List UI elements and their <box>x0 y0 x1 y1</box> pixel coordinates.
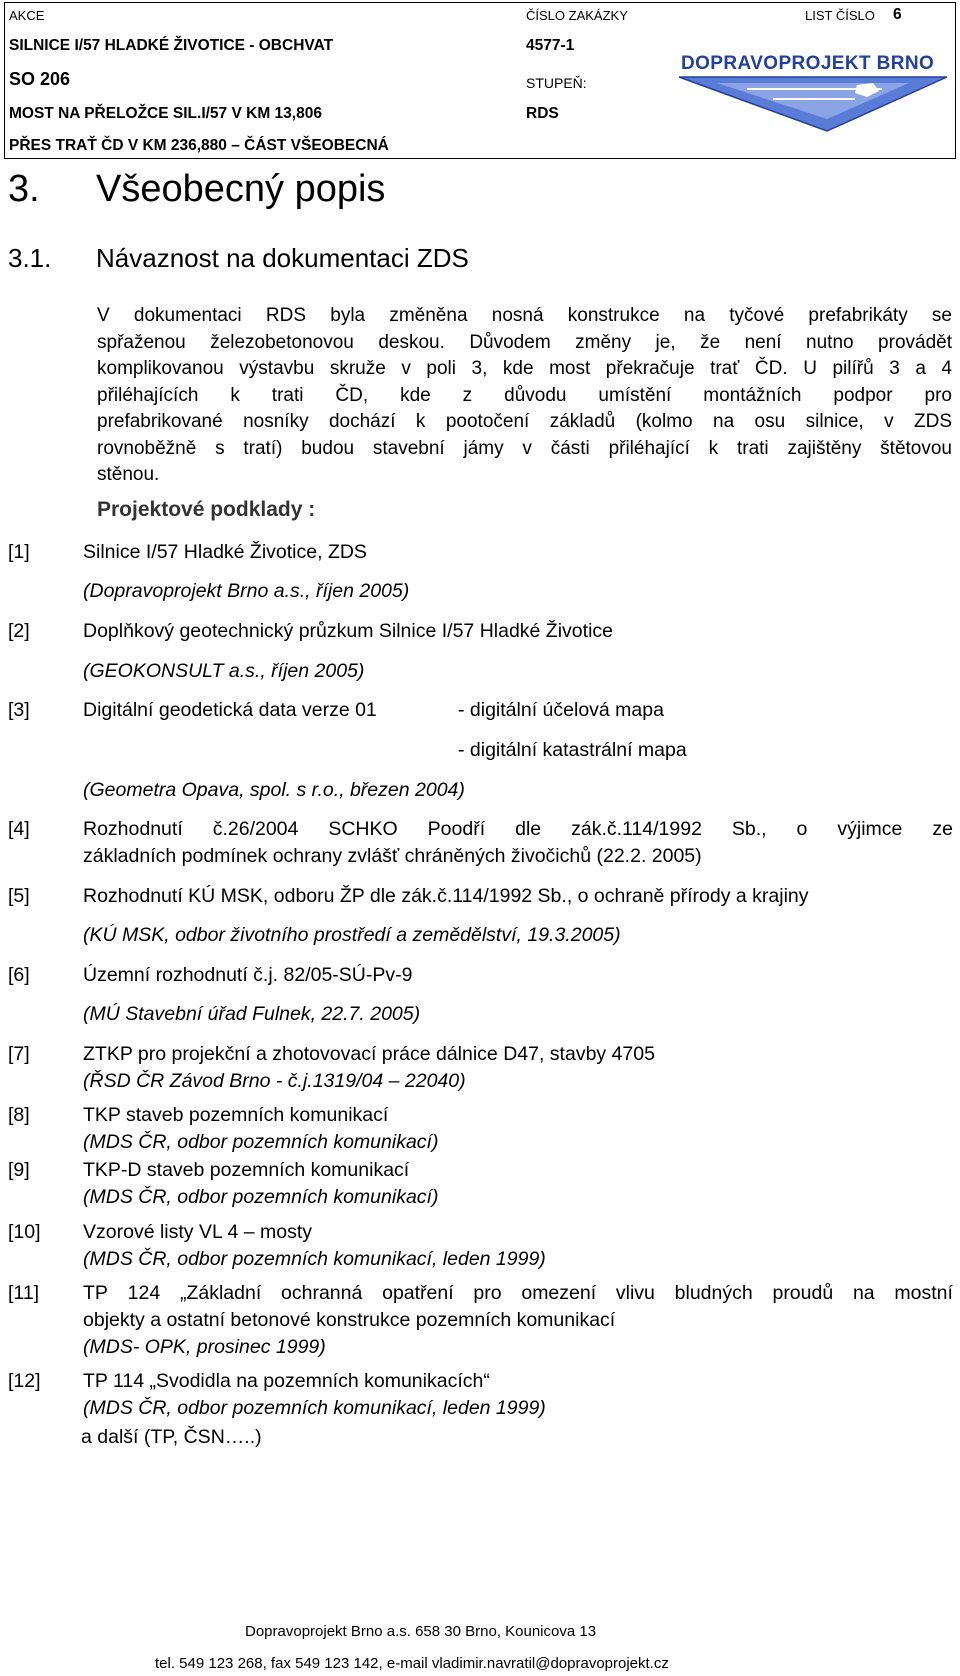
ref-title: Rozhodnutí KÚ MSK, odboru ŽP dle zák.č.114/1992 Sb., o ochraně přírody a krajiny <box>83 885 809 907</box>
header-line-1: SILNICE I/57 HLADKÉ ŽIVOTICE - OBCHVAT <box>9 37 334 54</box>
company-logo-graphic <box>677 75 949 135</box>
ref-subitem: - digitální účelová mapa <box>458 699 664 721</box>
header-line-3: MOST NA PŘELOŽCE SIL.I/57 V KM 13,806 <box>9 105 322 122</box>
ref-word: č.26/2004 <box>212 818 299 840</box>
ref-source: (MÚ Stavební úřad Fulnek, 22.7. 2005) <box>83 1003 421 1025</box>
ref-source: (MDS ČR, odbor pozemních komunikací) <box>83 1186 439 1208</box>
ref-source: (ŘSD ČR Závod Brno - č.j.1319/04 – 22040) <box>83 1070 466 1092</box>
section-title: Všeobecný popis <box>96 168 386 210</box>
ref-word: omezení <box>521 1282 597 1304</box>
ref-title: TP 114 „Svodidla na pozemních komunikacích“ <box>83 1370 490 1392</box>
body-paragraph <box>97 303 952 489</box>
ref-source: (KÚ MSK, odbor životního prostředí a zemědělství, 19.3.2005) <box>83 924 621 946</box>
ref-word: opatření <box>382 1282 454 1304</box>
paragraph-line: V dokumentaci RDS byla změněna nosná konstrukce na tyčové prefabrikáty se <box>97 305 952 326</box>
ref-source: (MDS- OPK, prosinec 1999) <box>83 1336 326 1358</box>
stupen-label: STUPEŇ: <box>526 75 587 91</box>
ref-word: 124 <box>127 1282 161 1304</box>
paragraph-line: komplikovanou výstavbu skruže v poli 3, kde most překračuje trať ČD. U pilířů 3 a 4 <box>97 358 952 379</box>
ref-source: (Dopravoprojekt Brno a.s., říjen 2005) <box>83 580 410 602</box>
stupen-value: RDS <box>526 105 559 122</box>
ref-number: [11] <box>8 1282 40 1304</box>
ref-word: o <box>796 818 808 840</box>
ref-title: Doplňkový geotechnický průzkum Silnice I/57 Hladké Životice <box>83 620 613 642</box>
ref-word: zák.č.114/1992 <box>571 818 702 840</box>
ref-source: (GEOKONSULT a.s., říjen 2005) <box>83 660 365 682</box>
paragraph-line: spřaženou železobetonovou deskou. Důvodem změny je, že není nutno provádět <box>97 331 952 353</box>
ref-word: bludných <box>674 1282 753 1304</box>
ref-number: [9] <box>8 1159 30 1181</box>
section-heading <box>8 168 385 211</box>
list-cislo-label: LIST ČÍSLO <box>805 8 875 23</box>
ref-title: TKP-D staveb pozemních komunikací <box>83 1159 410 1181</box>
ref-source: (MDS ČR, odbor pozemních komunikací, leden 1999) <box>83 1397 546 1419</box>
ref-number: [3] <box>8 699 30 721</box>
ref-title-cont: základních podmínek ochrany zvlášť chráněných živočichů (22.2. 2005) <box>83 845 702 867</box>
ref-title <box>83 818 953 841</box>
ref-title-cont: objekty a ostatní betonové konstrukce pozemních komunikací <box>83 1309 616 1331</box>
ref-word: TP <box>83 1282 108 1304</box>
ref-source: (MDS ČR, odbor pozemních komunikací, leden 1999) <box>83 1248 546 1270</box>
ref-word: proudů <box>772 1282 834 1304</box>
ref-title: TKP staveb pozemních komunikací <box>83 1104 389 1126</box>
ref-word: pro <box>473 1282 502 1304</box>
ref-word: výjimce <box>837 818 903 840</box>
title-block <box>4 2 956 159</box>
ref-number: [7] <box>8 1043 30 1065</box>
ref-word: Rozhodnutí <box>83 818 183 840</box>
ref-number: [2] <box>8 620 30 642</box>
header-line-4: PŘES TRAŤ ČD V KM 236,880 – ČÁST VŠEOBECNÁ <box>9 137 389 154</box>
cislo-zakazky-label: ČÍSLO ZAKÁZKY <box>526 8 628 23</box>
ref-title: Digitální geodetická data verze 01 <box>83 699 377 721</box>
ref-number: [4] <box>8 818 30 840</box>
ref-number: [8] <box>8 1104 30 1126</box>
ref-number: [6] <box>8 964 30 986</box>
zakazka-value: 4577-1 <box>526 37 575 54</box>
footer-contact: tel. 549 123 268, fax 549 123 142, e-mail vladimir.navratil@dopravoprojekt.cz <box>155 1655 669 1672</box>
paragraph-line: rovnoběžně s tratí) budou stavební jámy v části přiléhající k trati zajištěny štětovou <box>97 437 952 459</box>
ref-subitem: - digitální katastrální mapa <box>458 739 687 761</box>
akce-label: AKCE <box>9 8 45 23</box>
company-logo-text: DOPRAVOPROJEKT BRNO <box>681 53 935 74</box>
paragraph-line: stěnou. <box>97 464 160 485</box>
ref-word: na <box>852 1282 875 1304</box>
paragraph-line: přiléhajících k trati ČD, kde z důvodu umístění montážních podpor pro <box>97 384 952 406</box>
ref-word: dle <box>515 818 542 840</box>
ref-word: vlivu <box>615 1282 655 1304</box>
paragraph-line: prefabrikované nosníky dochází k pootočení základů (kolmo na osu silnice, v ZDS <box>97 411 952 432</box>
ref-number: [5] <box>8 885 30 907</box>
ref-word: Poodří <box>427 818 486 840</box>
ref-number: [10] <box>8 1221 41 1243</box>
ref-title: ZTKP pro projekční a zhotovovací práce dálnice D47, stavby 4705 <box>83 1043 655 1065</box>
podklady-heading: Projektové podklady : <box>97 498 316 521</box>
ref-word: ochranná <box>281 1282 363 1304</box>
ref-more: a další (TP, ČSN…..) <box>81 1426 262 1448</box>
ref-number: [1] <box>8 541 30 563</box>
header-line-2: SO 206 <box>9 69 71 89</box>
ref-title <box>83 1282 953 1305</box>
footer-address: Dopravoprojekt Brno a.s. 658 30 Brno, Kounicova 13 <box>245 1623 597 1640</box>
ref-word: „Základní <box>179 1282 262 1304</box>
ref-title: Územní rozhodnutí č.j. 82/05-SÚ-Pv-9 <box>83 964 413 986</box>
ref-source: (Geometra Opava, spol. s r.o., březen 2004) <box>83 779 465 801</box>
ref-source: (MDS ČR, odbor pozemních komunikací) <box>83 1131 439 1153</box>
ref-word: mostní <box>894 1282 953 1304</box>
ref-title: Silnice I/57 Hladké Životice, ZDS <box>83 541 367 563</box>
ref-title: Vzorové listy VL 4 – mosty <box>83 1221 313 1243</box>
subsection-number: 3.1. <box>8 243 52 273</box>
subsection-heading <box>8 243 469 274</box>
list-cislo-value: 6 <box>893 6 902 23</box>
ref-word: Sb., <box>731 818 767 840</box>
ref-number: [12] <box>8 1370 41 1392</box>
ref-word: ze <box>932 818 953 840</box>
subsection-title: Návaznost na dokumentaci ZDS <box>96 243 469 273</box>
section-number: 3. <box>8 168 40 210</box>
ref-word: SCHKO <box>328 818 398 840</box>
